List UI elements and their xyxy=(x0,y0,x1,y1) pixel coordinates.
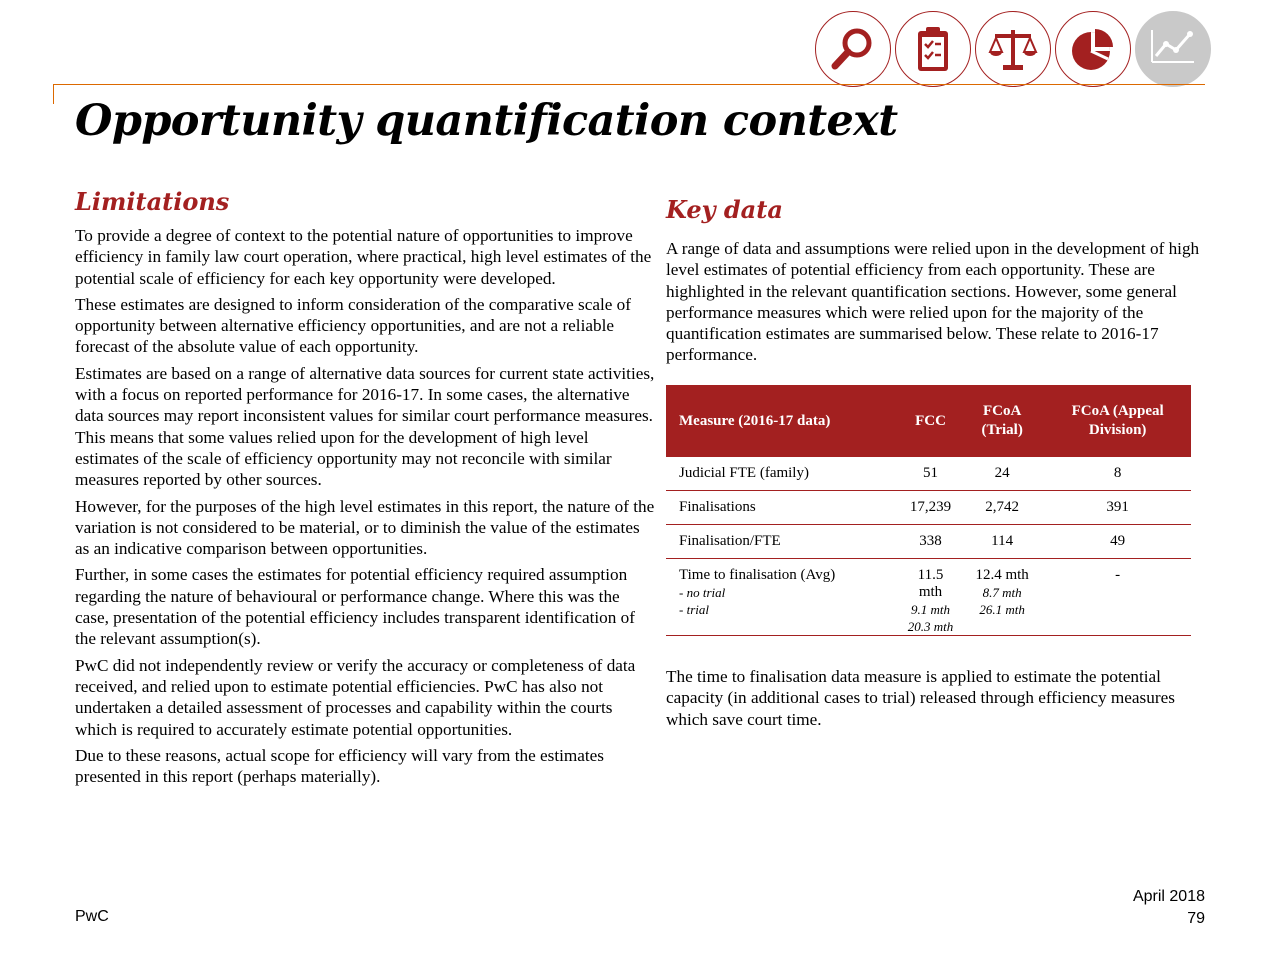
header-rule-corner xyxy=(53,84,54,104)
limitations-paragraph: Further, in some cases the estimates for potential efficiency required assumption regarding the nature of behavioural or performance change. Where this was the case, presentation of the potential efficiency includes transparent identification of the relevant assumption(s). xyxy=(75,565,635,649)
cell-fcoa-trial: 114 xyxy=(960,525,1044,559)
cell-measure: Judicial FTE (family) xyxy=(666,457,901,491)
cell-fcoa-appeal: 391 xyxy=(1044,491,1191,525)
cell-fcoa-appeal: - xyxy=(1044,559,1191,636)
footer-meta xyxy=(1133,886,1205,930)
cell-fcoa-trial-main: 12.4 mth xyxy=(975,567,1029,583)
limitations-heading: Limitations xyxy=(75,187,230,216)
table-row xyxy=(666,457,1191,491)
table-row xyxy=(666,491,1191,525)
cell-fcc: 51 xyxy=(901,457,960,491)
cell-measure: Finalisation/FTE xyxy=(666,525,901,559)
key-data-note: The time to finalisation data measure is applied to estimate the potential capacity (in additional cases to trial) released through efficiency measures which save court time. xyxy=(666,667,1175,729)
limitations-section xyxy=(75,187,655,792)
clipboard-checklist-icon[interactable] xyxy=(895,11,971,87)
footer-date: April 2018 xyxy=(1132,888,1205,905)
cell-fcc xyxy=(901,559,960,636)
limitations-paragraph: Due to these reasons, actual scope for efficiency will vary from the estimates presented in this report (perhaps materially). xyxy=(75,745,604,787)
cell-fcoa-trial xyxy=(960,559,1044,636)
limitations-paragraph: However, for the purposes of the high level estimates in this report, the nature of the variation is not considered to be material, or to diminish the value of the estimates as an indicative comparison between opportunities. xyxy=(75,496,655,559)
pie-chart-icon[interactable] xyxy=(1055,11,1131,87)
cell-fcoa-trial-no-trial: 8.7 mth xyxy=(982,585,1022,600)
cell-fcc-trial: 20.3 mth xyxy=(907,619,954,634)
cell-fcc-main: 11.5 mth xyxy=(917,567,944,600)
footer-brand: PwC xyxy=(75,908,109,925)
cell-measure-sub-no-trial: - no trial xyxy=(679,585,726,600)
cell-measure-sub-trial: - trial xyxy=(679,602,709,617)
cell-measure-main: Time to finalisation (Avg) xyxy=(679,567,836,583)
limitations-paragraph: Estimates are based on a range of alternative data sources for current state activities, with a focus on reported performance for 2016-17. In some cases, the alternative data sources may report inconsistent values for similar court performance measures. This means that some values relied upon for the development of high level estimates of the scale of efficiency opportunity may not reconcile with similar measures reported by other sources. xyxy=(75,363,655,490)
column-header-fcoa-trial: FCoA (Trial) xyxy=(960,385,1044,457)
table-row xyxy=(666,525,1191,559)
limitations-paragraph: These estimates are designed to inform consideration of the comparative scale of opportunity between alternative efficiency opportunities, and are not a reliable forecast of the absolute value of each opportunity. xyxy=(75,294,632,357)
cell-fcoa-appeal: 49 xyxy=(1044,525,1191,559)
page-number: 79 xyxy=(1187,910,1205,927)
magnifier-icon[interactable] xyxy=(815,11,891,87)
key-data-table xyxy=(666,385,1191,636)
column-header-measure: Measure (2016-17 data) xyxy=(666,385,901,457)
table-row xyxy=(666,559,1191,636)
cell-fcoa-trial: 24 xyxy=(960,457,1044,491)
key-data-heading: Key data xyxy=(666,195,783,224)
key-data-section xyxy=(666,195,1211,366)
limitations-paragraph: PwC did not independently review or verify the accuracy or completeness of data received, and relied upon to estimate potential efficiencies. PwC has also not undertaken a detailed assessment of processes and capability within the courts which is required to accurately estimate potential opportunities. xyxy=(75,655,636,739)
column-header-fcc: FCC xyxy=(901,385,960,457)
cell-fcoa-appeal: 8 xyxy=(1044,457,1191,491)
line-trend-icon[interactable] xyxy=(1135,11,1211,87)
cell-measure: Finalisations xyxy=(666,491,901,525)
cell-fcoa-trial: 2,742 xyxy=(960,491,1044,525)
cell-fcc: 17,239 xyxy=(901,491,960,525)
section-icons xyxy=(815,11,1211,87)
table-header-row xyxy=(666,385,1191,457)
cell-fcc-no-trial: 9.1 mth xyxy=(911,602,950,617)
key-data-intro: A range of data and assumptions were relied upon in the development of high level estimates of potential efficiency from each opportunity. These are highlighted in the relevant quantification sections. However, some general performance measures which were relied upon for the majority of the quantification estimates are summarised below. These relate to 2016-17 performance. xyxy=(666,239,1200,365)
page-title: Opportunity quantification context xyxy=(75,96,898,146)
cell-fcoa-trial-trial: 26.1 mth xyxy=(979,602,1025,617)
balance-scale-icon[interactable] xyxy=(975,11,1051,87)
header-rule xyxy=(53,84,1205,85)
cell-measure xyxy=(666,559,901,636)
cell-fcc: 338 xyxy=(901,525,960,559)
column-header-fcoa-appeal: FCoA (Appeal Division) xyxy=(1044,385,1191,457)
limitations-paragraph: To provide a degree of context to the potential nature of opportunities to improve efficiency in family law court operation, where practical, high level estimates of the potential scale of efficiency for each key opportunity were developed. xyxy=(75,226,652,288)
